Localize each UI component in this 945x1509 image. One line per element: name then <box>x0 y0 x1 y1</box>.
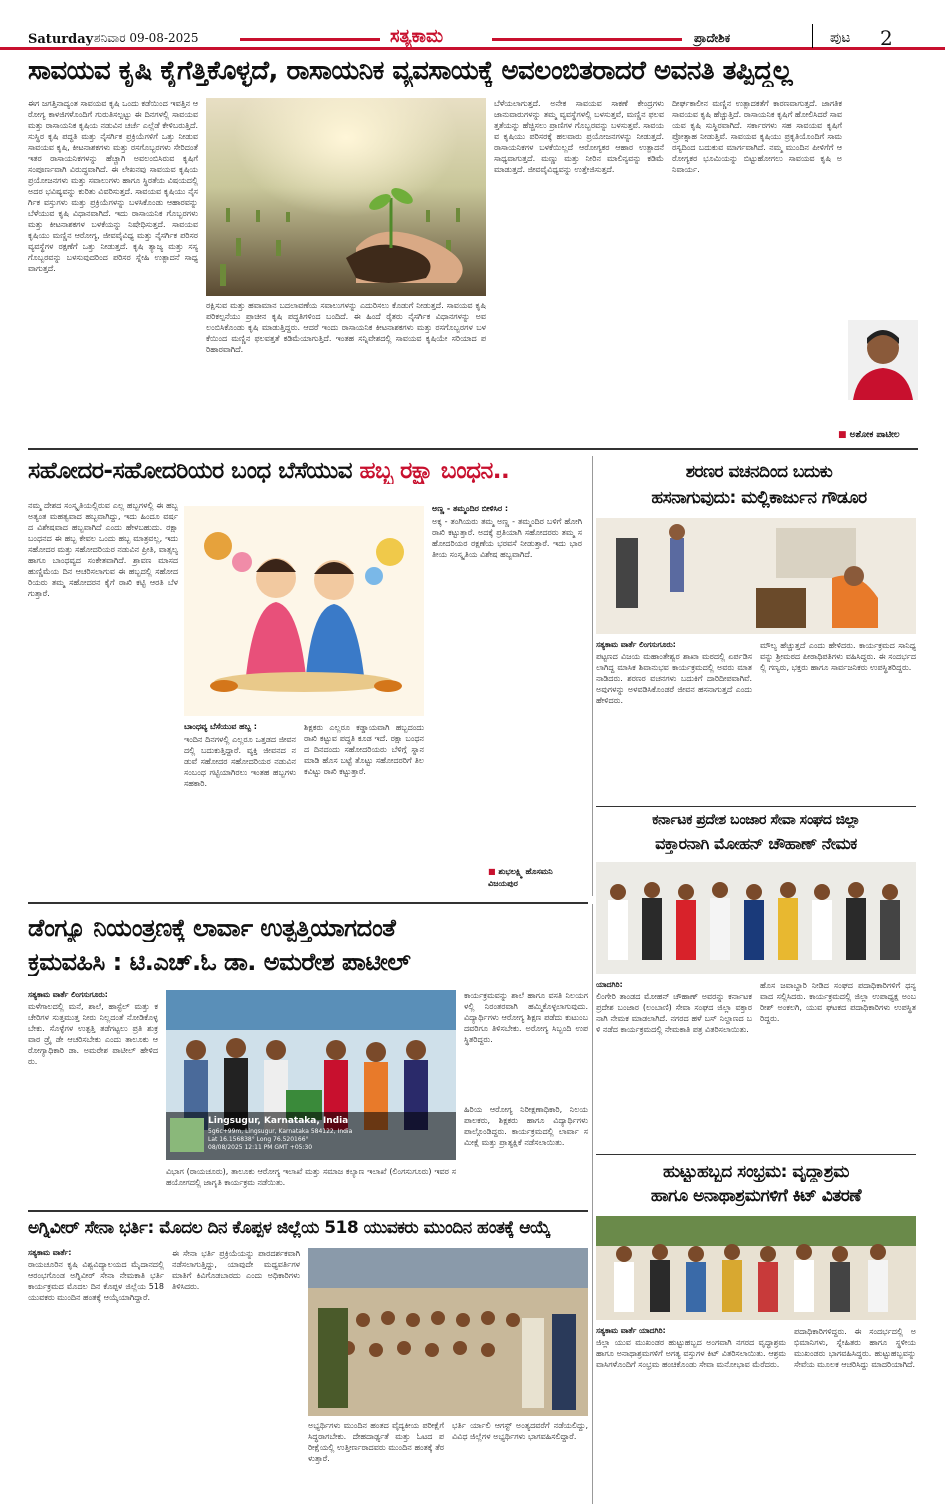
article2-illustration-rakhi <box>184 506 424 716</box>
article3-col2: ಮೌಲ್ಯ ಹೆಚ್ಚುತ್ತದೆ ಎಂದು ಹೇಳಿದರು. ಕಾರ್ಯಕ್ರಮದ ಸಾನಿಧ್ಯವನ್ನು ಶ್ರೀಮಠದ ಪೀಠಾಧಿಪತಿಗಳು ವಹಿಸಿದ್ದರು. ಈ ಸಂದರ್ಭದಲ್ಲಿ ಗಣ್ಯರು, ಭಕ್ತರು ಹಾಗೂ ಸಾರ್ವಜನಿಕರು ಉಪಸ್ಥಿತರಿದ್ದರು. <box>760 641 916 672</box>
article5-photo-event <box>166 990 456 1160</box>
section-name: ಪ್ರಾದೇಶಿಕ <box>694 31 731 45</box>
article5-col1: ಮಳೆಗಾಲದಲ್ಲಿ ಮನೆ, ಶಾಲೆ, ಹಾಸ್ಟೆಲ್ ಮತ್ತು ಕಚೇರಿಗಳ ಸುತ್ತಮುತ್ತ ನೀರು ನಿಲ್ಲದಂತೆ ನೋಡಿಕೊಳ್ಳಬೇಕು. ಸೊಳ್ಳೆಗಳ ಉತ್ಪತ್ತಿ ತಡೆಗಟ್ಟಲು ಪ್ರತಿ ಶುಕ್ರವಾರ ಡ್ರೈ ಡೇ ಆಚರಿಸಬೇಕು ಎಂದು ತಾಲೂಕು ಆರೋಗ್ಯಾಧಿಕಾರಿ ಡಾ. ಅಮರೇಶ ಪಾಟೀಲ್ ಹೇಳಿದರು. <box>28 1002 158 1066</box>
article6-dateline: ಸತ್ಯಕಾಮ ವಾರ್ತೆ ಯಾದಗಿರಿ: <box>596 1326 666 1335</box>
masthead-rule-right <box>492 38 682 41</box>
article7-headline: ಅಗ್ನಿವೀರ್ ಸೇನಾ ಭರ್ತಿ: ಮೊದಲ ದಿನ ಕೊಪ್ಪಳ ಜಿಲ್ಲೆಯ 518 ಯುವಕರು ಮುಂದಿನ ಹಂತಕ್ಕೆ ಆಯ್ಕೆ <box>28 1218 550 1238</box>
article1-col2: ರಕ್ಷಿಸುವ ಮತ್ತು ಹವಾಮಾನ ಬದಲಾವಣೆಯ ಸವಾಲುಗಳನ್ನು ಎದುರಿಸಲು ಕೊಡುಗೆ ನೀಡುತ್ತದೆ. ಸಾವಯವ ಕೃಷಿ ಪರಿಕಲ್ಪನೆಯು ಪ್ರಾಚೀನ ಕೃಷಿ ಪದ್ಧತಿಗಳಿಂದ ಬಂದಿದೆ. ಈ ಹಿಂದೆ ರೈತರು ನೈಸರ್ಗಿಕ ವಿಧಾನಗಳನ್ನು ಅವಲಂಬಿಸಿಕೊಂಡು ಕೃಷಿ ಮಾಡುತ್ತಿದ್ದರು. ಆದರೆ ಇಂದು ರಾಸಾಯನಿಕ ಕೀಟನಾಶಕಗಳು ಮತ್ತು ರಸಗೊಬ್ಬರಗಳ ಬಳಕೆಯಿಂದ ಮಣ್ಣಿನ ಫಲವತ್ತತೆ ಕಡಿಮೆಯಾಗುತ್ತಿದೆ. ಇಂತಹ ಸನ್ನಿವೇಶದಲ್ಲಿ ಸಾವಯವ ಕೃಷಿಯೇ ಸರಿಯಾದ ಪರಿಹಾರವಾಗಿದೆ. <box>206 301 486 354</box>
photo-caption-time: 08/08/2025 12:11 PM GMT +05:30 <box>208 1144 313 1151</box>
photo-caption-place: Lingsugur, Karnataka, India <box>208 1116 349 1126</box>
article5-dateline: ಸತ್ಯಕಾಮ ವಾರ್ತೆ ಲಿಂಗಸುಗೂರು: <box>28 990 108 999</box>
article2-col1: ನಮ್ಮ ದೇಶದ ಸಂಸ್ಕೃತಿಯಲ್ಲಿರುವ ಎಲ್ಲ ಹಬ್ಬಗಳಲ್ಲಿ ಈ ಹಬ್ಬ ಅತ್ಯಂತ ಮಹತ್ವವಾದ ಹಬ್ಬವಾಗಿದ್ದು, ಇದು ಹಿಂದೂ ವರ್ಷದ ವಿಶೇಷವಾದ ಹಬ್ಬವಾಗಿದೆ ಎಂದು ಹೇಳಬಹುದು. ರಕ್ಷಾ ಬಂಧನದ ಈ ಹಬ್ಬ ಕೇವಲ ಒಂದು ಹಬ್ಬ ಮಾತ್ರವಲ್ಲ, ಇದು ಸಹೋದರ ಮತ್ತು ಸಹೋದರಿಯರ ನಡುವಿನ ಪ್ರೀತಿ, ವಾತ್ಸಲ್ಯ ಹಾಗೂ ಬಾಂಧವ್ಯದ ಸಂಕೇತವಾಗಿದೆ. ಶ್ರಾವಣ ಮಾಸದ ಹುಣ್ಣಿಮೆಯ ದಿನ ಆಚರಿಸಲಾಗುವ ಈ ಹಬ್ಬದಲ್ಲಿ ಸಹೋದರಿಯರು ತಮ್ಮ ಸಹೋದರನ ಕೈಗೆ ರಾಖಿ ಕಟ್ಟಿ ಆರತಿ ಬೆಳಗುತ್ತಾರೆ. <box>28 501 178 598</box>
byline-marker: ■ <box>488 867 499 876</box>
column-divider <box>592 456 593 896</box>
article6-col2: ಪದಾಧಿಕಾರಿಗಳಿದ್ದರು. ಈ ಸಂದರ್ಭದಲ್ಲಿ ಅಭಿಮಾನಿಗಳು, ಸ್ನೇಹಿತರು ಹಾಗೂ ಸ್ಥಳೀಯ ಮುಖಂಡರು ಭಾಗವಹಿಸಿದ್ದರು. ಹುಟ್ಟುಹಬ್ಬವನ್ನು ಸೇವೆಯ ಮೂಲಕ ಆಚರಿಸಿದ್ದು ಮಾದರಿಯಾಗಿದೆ. <box>794 1327 916 1369</box>
article2-col2: ಇಂದಿನ ದಿನಗಳಲ್ಲಿ ಎಲ್ಲರೂ ಒತ್ತಡದ ಜೀವನದಲ್ಲಿ ಬದುಕುತ್ತಿದ್ದಾರೆ. ವ್ಯಕ್ತಿ ಜೀವನದ ನಡುವೆ ಸಹೋದರ ಸಹೋದರಿಯರ ನಡುವಿನ ಸಂಬಂಧ ಗಟ್ಟಿಯಾಗಿರಲು ಇಂತಹ ಹಬ್ಬಗಳು ಸಹಕಾರಿ. <box>184 735 296 788</box>
article1-col1: ಈಗ ಜಗತ್ತಿನಾದ್ಯಂತ ಸಾವಯವ ಕೃಷಿ ಒಂದು ಕಡೆಯಿಂದ ಇವತ್ತಿನ ಆರೋಗ್ಯ ಕಾಳಜಿಗಳೊಂದಿಗೆ ಗುರುತಿಸಲ್ಪಟ್ಟು ಈ ದಿನಗಳಲ್ಲಿ ಸಾವಯವ ಮತ್ತು ರಾಸಾಯನಿಕ ಕೃಷಿಯ ನಡುವಿನ ಚರ್ಚೆ ಎಲ್ಲೆಡೆ ಕೇಳಿಬರುತ್ತಿದೆ. ಸುಸ್ಥಿರ ಕೃಷಿ ಪದ್ಧತಿ ಮತ್ತು ನೈಸರ್ಗಿಕ ಪ್ರಕ್ರಿಯೆಗಳಿಗೆ ಒತ್ತು ನೀಡುವ ಸಾವಯವ ಕೃಷಿ, ಕೀಟನಾಶಕಗಳು ಮತ್ತು ರಸಗೊಬ್ಬರಗಳು ಸೇರಿದಂತೆ ಇತರ ರಾಸಾಯನಿಕಗಳನ್ನು ಹೆಚ್ಚಾಗಿ ಅವಲಂಬಿಸಿರುವ ಕೃಷಿಗೆ ಸಂಪೂರ್ಣವಾಗಿ ವಿರುದ್ಧವಾಗಿದೆ. ಈ ಲೇಖನವು ಸಾವಯವ ಕೃಷಿಯ ಪ್ರಯೋಜನಗಳು ಮತ್ತು ಸವಾಲುಗಳು ಹಾಗೂ ಸ್ಥಿರತೆಯ ವಿಷಯದಲ್ಲಿ ಅದರ ಭವಿಷ್ಯವನ್ನು ಕುರಿತು ವಿವರಿಸುತ್ತದೆ. ಸಾವಯವ ಕೃಷಿಯು ನೈಸರ್ಗಿಕ ವಸ್ತುಗಳು ಮತ್ತು ಪ್ರಕ್ರಿಯೆಗಳನ್ನು ಬಳಸಿಕೊಂಡು ಆಹಾರವನ್ನು ಬೆಳೆಯುವ ಕೃಷಿ ವಿಧಾನವಾಗಿದೆ. ಇದು ರಾಸಾಯನಿಕ ಗೊಬ್ಬರಗಳು ಮತ್ತು ಕೀಟನಾಶಕಗಳ ಬಳಕೆಯನ್ನು ನಿಷೇಧಿಸುತ್ತದೆ. ಸಾವಯವ ಕೃಷಿಯು ಮಣ್ಣಿನ ಆರೋಗ್ಯ, ಜೀವವೈವಿಧ್ಯ ಮತ್ತು ನೈಸರ್ಗಿಕ ಪರಿಸರ ವ್ಯವಸ್ಥೆಗಳ ರಕ್ಷಣೆಗೆ ಒತ್ತು ನೀಡುತ್ತದೆ. ಕೃಷಿ ತ್ಯಾಜ್ಯ ಮತ್ತು ಸಸ್ಯ ಗೊಬ್ಬರವನ್ನು ಬಳಸುವುದರಿಂದ ಪರಿಸರ ಸ್ನೇಹಿ ಉತ್ಪಾದನೆ ಸಾಧ್ಯವಾಗುತ್ತದೆ. <box>28 99 198 273</box>
map-thumbnail-icon <box>170 1118 204 1152</box>
article2-col4: ಅಕ್ಕ - ತಂಗಿಯರು ತಮ್ಮ ಅಣ್ಣ - ತಮ್ಮಂದಿರ ಬಳಿಗೆ ಹೋಗಿ ರಾಖಿ ಕಟ್ಟುತ್ತಾರೆ. ಅದಕ್ಕೆ ಪ್ರತಿಯಾಗಿ ಸಹೋದರರು ತಮ್ಮ ಸಹೋದರಿಯರ ರಕ್ಷಣೆಯ ಭರವಸೆ ನೀಡುತ್ತಾರೆ. ಇದು ಭಾರತೀಯ ಸಂಸ್ಕೃತಿಯ ವಿಶೇಷ ಹಬ್ಬವಾಗಿದೆ. <box>432 517 582 559</box>
article4-col2: ಹೊಸ ಜವಾಬ್ದಾರಿ ನೀಡಿದ ಸಂಘದ ಪದಾಧಿಕಾರಿಗಳಿಗೆ ಧನ್ಯವಾದ ಸಲ್ಲಿಸಿದರು. ಕಾರ್ಯಕ್ರಮದಲ್ಲಿ ಜಿಲ್ಲಾ ಉಪಾಧ್ಯಕ್ಷ ಅಂಬರೀಶ್ ಅಂಕಲಗಿ, ಯುವ ಘಟಕದ ಪದಾಧಿಕಾರಿಗಳು ಉಪಸ್ಥಿತರಿದ್ದರು. <box>760 981 916 1023</box>
photo-caption-address: 5g6c+99m, Lingsugur, Karnataka 584122, India <box>208 1128 353 1135</box>
article3-headline-2: ಹಸನಾಗುವುದು: ಮಲ್ಲಿಕಾರ್ಜುನ ಗೌಡೂರ <box>651 488 867 508</box>
article3-headline-1: ಶರಣರ ವಚನದಿಂದ ಬದುಕು <box>685 462 833 482</box>
article1-byline <box>838 430 900 440</box>
article2-headline <box>28 458 588 484</box>
masthead-logo: ಸತ್ಯಕಾಮ <box>390 26 444 47</box>
article7-photo-recruits <box>308 1248 588 1416</box>
article7-col3: ಅಭ್ಯರ್ಥಿಗಳು ಮುಂದಿನ ಹಂತದ ವೈದ್ಯಕೀಯ ಪರೀಕ್ಷೆಗೆ ಸಿದ್ಧರಾಗಬೇಕು. ದೇಹದಾರ್ಢ್ಯತೆ ಮತ್ತು ಓಟದ ಪರೀಕ್ಷೆಯಲ್ಲಿ ಉತ್ತೀರ್ಣರಾದವರು ಮುಂದಿನ ಹಂತಕ್ಕೆ ತೆರಳುತ್ತಾರೆ. <box>308 1421 444 1463</box>
article6-col1: ಜಿಲ್ಲಾ ಯುವ ಮುಖಂಡರ ಹುಟ್ಟುಹಬ್ಬದ ಅಂಗವಾಗಿ ನಗರದ ವೃದ್ಧಾಶ್ರಮ ಹಾಗೂ ಅನಾಥಾಶ್ರಮಗಳಿಗೆ ಅಗತ್ಯ ವಸ್ತುಗಳ ಕಿಟ್ ವಿತರಿಸಲಾಯಿತು. ಆಶ್ರಮ ವಾಸಿಗಳೊಂದಿಗೆ ಸಂಭ್ರಮ ಹಂಚಿಕೊಂಡು ಸೇವಾ ಮನೋಭಾವ ಮೆರೆದರು. <box>596 1338 786 1369</box>
article1-col4: ದೀರ್ಘಕಾಲೀನ ಮಣ್ಣಿನ ಉತ್ಪಾದಕತೆಗೆ ಕಾರಣವಾಗುತ್ತದೆ. ಜಾಗತಿಕ ಸಾವಯವ ಕೃಷಿ ಹೆಚ್ಚುತ್ತಿದೆ. ರಾಸಾಯನಿಕ ಕೃಷಿಗೆ ಹೋಲಿಸಿದರೆ ಸಾವಯವ ಕೃಷಿ ಸುಸ್ಥಿರವಾಗಿದೆ. ಸರ್ಕಾರಗಳು ಸಹ ಸಾವಯವ ಕೃಷಿಗೆ ಪ್ರೋತ್ಸಾಹ ನೀಡುತ್ತಿವೆ. ಸಾವಯವ ಕೃಷಿಯು ಪ್ರಕೃತಿಯೊಂದಿಗೆ ಸಾಮರಸ್ಯದಿಂದ ಬದುಕುವ ಮಾರ್ಗವಾಗಿದೆ. ನಮ್ಮ ಮುಂದಿನ ಪೀಳಿಗೆಗೆ ಆರೋಗ್ಯಕರ ಭೂಮಿಯನ್ನು ಬಿಟ್ಟುಹೋಗಲು ಸಾವಯವ ಕೃಷಿ ಅನಿವಾರ್ಯ. <box>672 99 842 174</box>
divider-5 <box>28 1210 588 1212</box>
masthead-date: ಶನಿವಾರ 09-08-2025 <box>94 31 199 45</box>
masthead-rule-left <box>240 38 380 41</box>
article7-col2: ಈ ಸೇನಾ ಭರ್ತಿ ಪ್ರಕ್ರಿಯೆಯನ್ನು ಪಾರದರ್ಶಕವಾಗಿ ನಡೆಸಲಾಗುತ್ತಿದ್ದು, ಯಾವುದೇ ಮಧ್ಯವರ್ತಿಗಳ ಮಾತಿಗೆ ಕಿವಿಗೊಡಬಾರದು ಎಂದು ಅಧಿಕಾರಿಗಳು ತಿಳಿಸಿದರು. <box>172 1249 300 1291</box>
article4-col1: ಲಿಂಗೇರಿ ತಾಂಡದ ಮೋಹನ್ ಚೌಹಾಣ್ ಅವರನ್ನು ಕರ್ನಾಟಕ ಪ್ರದೇಶ ಬಂಜಾರ (ಲಂಬಾಣಿ) ಸೇವಾ ಸಂಘದ ಜಿಲ್ಲಾ ವಕ್ತಾರನಾಗಿ ನೇಮಕ ಮಾಡಲಾಗಿದೆ. ನಗರದ ಹಳೆ ಬಸ್ ನಿಲ್ದಾಣದ ಬಳಿ ನಡೆದ ಕಾರ್ಯಕ್ರಮದಲ್ಲಿ ನೇಮಕಾತಿ ಪತ್ರ ವಿತರಿಸಲಾಯಿತು. <box>596 992 752 1034</box>
article7-col1: ರಾಯಚೂರಿನ ಕೃಷಿ ವಿಶ್ವವಿದ್ಯಾಲಯದ ಮೈದಾನದಲ್ಲಿ ಆರಂಭಗೊಂಡ ಅಗ್ನಿವೀರ್ ಸೇನಾ ನೇಮಕಾತಿ ಭರ್ತಿ ಕಾರ್ಯಕ್ರಮದ ಮೊದಲ ದಿನ ಕೊಪ್ಪಳ ಜಿಲ್ಲೆಯ 518 ಯುವಕರು ಮುಂದಿನ ಹಂತಕ್ಕೆ ಆಯ್ಕೆಯಾಗಿದ್ದಾರೆ. <box>28 1260 164 1302</box>
article2-headline-black: ಸಹೋದರ-ಸಹೋದರಿಯರ ಬಂಧ ಬೆಸೆಯುವ <box>28 458 360 484</box>
article5-col4: ಹಿರಿಯ ಆರೋಗ್ಯ ನಿರೀಕ್ಷಣಾಧಿಕಾರಿ, ನಿಲಯ ಪಾಲಕರು, ಶಿಕ್ಷಕರು ಹಾಗೂ ವಿದ್ಯಾರ್ಥಿಗಳು ಪಾಲ್ಗೊಂಡಿದ್ದರು. ಕಾರ್ಯಕ್ರಮದಲ್ಲಿ ಲಾರ್ವಾ ಸಮೀಕ್ಷೆ ಮತ್ತು ಪ್ರಾತ್ಯಕ್ಷಿಕೆ ನಡೆಸಲಾಯಿತು. <box>464 1105 588 1147</box>
page-number: 2 <box>880 26 893 50</box>
divider-3 <box>28 902 588 904</box>
masthead <box>0 0 945 50</box>
article5-headline-1: ಡೆಂಗ್ಯೂ ನಿಯಂತ್ರಣಕ್ಕೆ ಲಾರ್ವಾ ಉತ್ಪತ್ತಿಯಾಗದಂತೆ <box>28 914 396 942</box>
article1-photo-seedling <box>206 98 486 296</box>
article5-col3: ಕಾರ್ಯಕ್ರಮವನ್ನು ಶಾಲೆ ಹಾಗೂ ವಸತಿ ನಿಲಯಗಳಲ್ಲಿ ನಿರಂತರವಾಗಿ ಹಮ್ಮಿಕೊಳ್ಳಲಾಗುವುದು. ವಿದ್ಯಾರ್ಥಿಗಳು ಆರೋಗ್ಯ ಶಿಕ್ಷಣ ಪಡೆದು ಕುಟುಂಬದವರಿಗೂ ತಿಳಿಸಬೇಕು. ಅರೋಗ್ಯ ಸಿಬ್ಬಂದಿ ಉಪಸ್ಥಿತರಿದ್ದರು. <box>464 991 588 1044</box>
article3-dateline: ಸತ್ಯಕಾಮ ವಾರ್ತೆ ಲಿಂಗಸುಗೂರು: <box>596 640 676 649</box>
article2-byline <box>488 866 584 890</box>
article4-headline-1: ಕರ್ನಾಟಕ ಪ್ರದೇಶ ಬಂಜಾರ ಸೇವಾ ಸಂಘದ ಜಿಲ್ಲಾ <box>652 812 860 828</box>
article5-headline-2: ಕ್ರಮವಹಿಸಿ : ಟಿ.ಎಚ್.ಓ ಡಾ. ಅಮರೇಶ ಪಾಟೀಲ್ <box>28 948 411 976</box>
article5-col2: ವಿಭಾಗ (ರಾಯಚೂರು), ತಾಲೂಕು ಆರೋಗ್ಯ ಇಲಾಖೆ ಮತ್ತು ಸಮಾಜ ಕಲ್ಯಾಣ ಇಲಾಖೆ (ಲಿಂಗಸುಗೂರು) ಇವರ ಸಹಯೋಗದಲ್ಲಿ ಜಾಗೃತಿ ಕಾರ್ಯಕ್ರಮ ನಡೆಯಿತು. <box>166 1167 456 1187</box>
divider-1 <box>28 448 918 450</box>
divider-4 <box>596 1154 916 1155</box>
article4-photo-group <box>596 862 916 974</box>
article2-col4-heading: ಅಣ್ಣ - ತಮ್ಮಂದಿರ ಬೀಳಿಸಿರ : <box>432 504 509 513</box>
article1-byline-text: ಅಶೋಕ ಪಾಟೀಲ <box>849 430 900 440</box>
article3-photo-event <box>596 518 916 634</box>
article2-col2-heading: ಬಾಂಧವ್ಯ ಬೆಸೆಯುವ ಹಬ್ಬ : <box>184 722 258 731</box>
article1-col3: ಬೆಳೆಯಲಾಗುತ್ತದೆ. ಅನೇಕ ಸಾವಯವ ಸಾಕಣೆ ಕೇಂದ್ರಗಳು ಜಾನುವಾರುಗಳನ್ನು ತಮ್ಮ ವ್ಯವಸ್ಥೆಗಳಲ್ಲಿ ಬಳಸುತ್ತವೆ, ಮಣ್ಣಿನ ಫಲವತ್ತತೆಯನ್ನು ಹೆಚ್ಚಿಸಲು ಪ್ರಾಣಿಗಳ ಗೊಬ್ಬರವನ್ನು ಬಳಸುತ್ತವೆ. ಸಾವಯವ ಕೃಷಿಯು ಪರಿಸರಕ್ಕೆ ಹಲವಾರು ಪ್ರಯೋಜನಗಳನ್ನು ನೀಡುತ್ತದೆ. ರಾಸಾಯನಿಕಗಳ ಬಳಕೆಯಿಲ್ಲದೆ ಆರೋಗ್ಯಕರ ಆಹಾರ ಉತ್ಪಾದನೆ ಸಾಧ್ಯವಾಗುತ್ತದೆ. ಮಣ್ಣು ಮತ್ತು ನೀರಿನ ಮಾಲಿನ್ಯವನ್ನು ಕಡಿಮೆ ಮಾಡುತ್ತದೆ. ಜೀವವೈವಿಧ್ಯವನ್ನು ಉತ್ತೇಜಿಸುತ್ತದೆ. <box>494 99 664 174</box>
article6-headline-2: ಹಾಗೂ ಅನಾಥಾಶ್ರಮಗಳಿಗೆ ಕಿಟ್ ವಿತರಣೆ <box>650 1186 862 1206</box>
divider-2 <box>596 806 916 807</box>
article3-col1: ಪಟ್ಟಣದ ವಿಜಯ ಮಹಾಂತೇಶ್ವರ ಶಾಖಾ ಮಠದಲ್ಲಿ ಏರ್ಪಡಿಸಲಾಗಿದ್ದ ಮಾಸಿಕ ಶಿವಾನುಭವ ಕಾರ್ಯಕ್ರಮದಲ್ಲಿ ಅವರು ಮಾತನಾಡಿದರು. ಶರಣರ ವಚನಗಳು ಬದುಕಿಗೆ ದಾರಿದೀಪವಾಗಿವೆ. ಅವುಗಳನ್ನು ಅಳವಡಿಸಿಕೊಂಡರೆ ಜೀವನ ಹಸನಾಗುತ್ತದೆ ಎಂದು ಹೇಳಿದರು. <box>596 652 752 705</box>
article2-headline-red: ಹಬ್ಬ ರಕ್ಷಾ ಬಂಧನ.. <box>359 458 510 484</box>
article4-headline-2: ವಕ್ತಾರನಾಗಿ ಮೋಹನ್ ಚೌಹಾಣ್ ನೇಮಕ <box>655 834 857 853</box>
byline-marker: ■ <box>838 430 850 440</box>
masthead-day: Saturday <box>28 32 94 47</box>
article4-dateline: ಯಾದಗಿರಿ: <box>596 980 623 989</box>
masthead-divider <box>812 24 813 48</box>
article2-col3: ಶಿಕ್ಷಕರು ಎಲ್ಲರೂ ಕಡ್ಡಾಯವಾಗಿ ಹಬ್ಬದಂದು ರಾಖಿ ಕಟ್ಟುವ ಪದ್ಧತಿ ಕೂಡ ಇದೆ. ರಕ್ಷಾ ಬಂಧನದ ದಿನದಂದು ಸಹೋದರಿಯರು ಬೆಳಿಗ್ಗೆ ಸ್ನಾನ ಮಾಡಿ ಹೊಸ ಬಟ್ಟೆ ತೊಟ್ಟು ಸಹೋದರರಿಗೆ ತಿಲಕವಿಟ್ಟು ರಾಖಿ ಕಟ್ಟುತ್ತಾರೆ. <box>304 723 424 776</box>
article6-headline-1: ಹುಟ್ಟುಹಬ್ಬದ ಸಂಭ್ರಮ: ವೃದ್ಧಾಶ್ರಮ <box>663 1162 849 1182</box>
article7-col4: ಭರ್ತಿ ರ್ಯಾಲಿ ಆಗಸ್ಟ್ ಅಂತ್ಯದವರೆಗೆ ನಡೆಯಲಿದ್ದು, ವಿವಿಧ ಜಿಲ್ಲೆಗಳ ಅಭ್ಯರ್ಥಿಗಳು ಭಾಗವಹಿಸಲಿದ್ದಾರೆ. <box>452 1421 588 1441</box>
article7-dateline: ಸತ್ಯಕಾಮ ವಾರ್ತೆ: <box>28 1248 72 1257</box>
article6-photo-group <box>596 1216 916 1320</box>
photo-caption-latlong: Lat 16.156838° Long 76.520166° <box>208 1136 309 1143</box>
article2-byline-text: ಶುಭಲಕ್ಷ್ಮಿ ಹೊಸಮನಿ ವಿಜಯಪುರ <box>488 867 553 888</box>
page-label: ಪುಟ <box>830 30 851 46</box>
author-photo <box>848 320 918 400</box>
article1-headline: ಸಾವಯವ ಕೃಷಿ ಕೈಗೆತ್ತಿಕೊಳ್ಳದೆ, ರಾಸಾಯನಿಕ ವ್ಯವಸಾಯಕ್ಕೆ ಅವಲಂಬಿತರಾದರೆ ಅವನತಿ ತಪ್ಪಿದ್ದಲ್ಲ <box>28 56 793 86</box>
column-divider-lower <box>592 904 593 1504</box>
